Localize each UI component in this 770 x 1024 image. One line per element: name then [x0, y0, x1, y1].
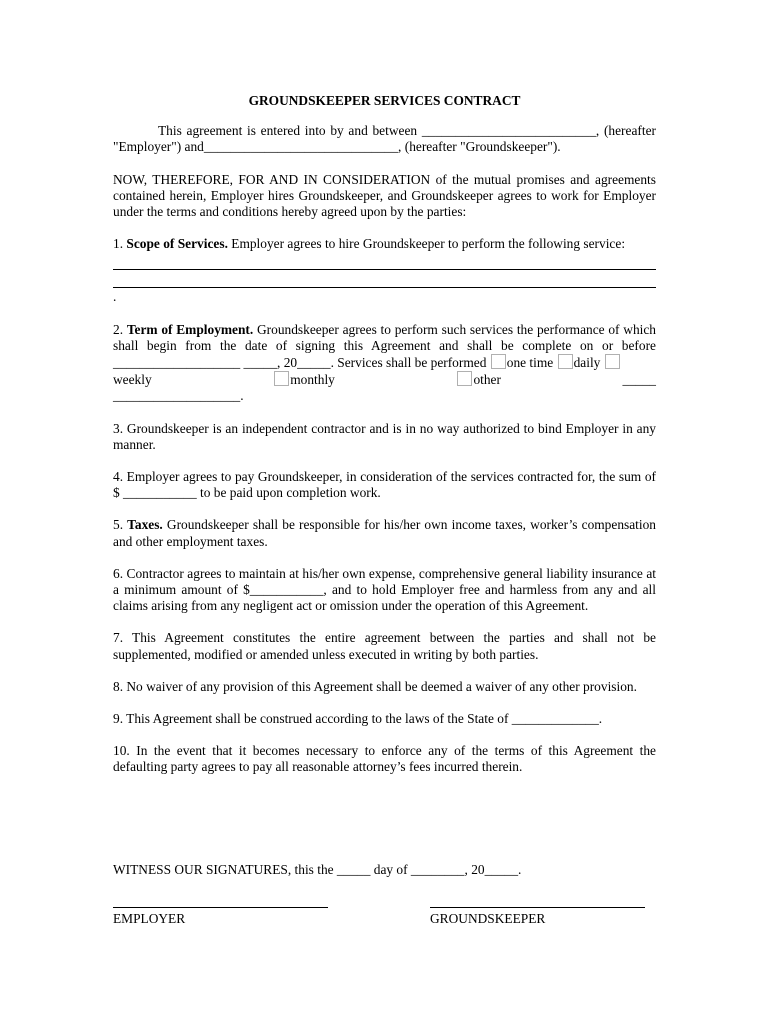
section-text: Groundskeeper agrees to perform such services the performance of which shall begin from the date of signing this Agreement and shall be complete on or before ___________________ _____, 20_____. Services shall be performed [113, 321, 657, 371]
option-one-time-label: one time [506, 355, 554, 371]
contract-page [113, 93, 656, 792]
employer-label: EMPLOYER [113, 911, 186, 926]
section-heading: Taxes. [127, 517, 163, 533]
section-number: 5. [113, 517, 128, 533]
section-entire-agreement: 7. This Agreement constitutes the entire agreement between the parties and shall not be supplemented, modified or amended unless executed in writing by both parties. [113, 630, 656, 662]
section-attorney-fees: 10. In the event that it becomes necessary to enforce any of the terms of this Agreement the defaulting party agrees to pay all reasonable attorney’s fees incurred therein. [113, 743, 656, 775]
section-heading: Scope of Services. [126, 236, 228, 252]
section-number: 2. [113, 321, 127, 337]
section-taxes [113, 517, 656, 549]
section-payment: 4. Employer agrees to pay Groundskeeper, in consideration of the services contracted for, the sum of $ ___________ to be paid upon completion work. [113, 469, 656, 501]
term-trailing-blank[interactable]: ___________________. [113, 388, 244, 404]
option-weekly-label: weekly [113, 372, 152, 388]
section-heading: Term of Employment. [126, 321, 254, 337]
section-governing-law: 9. This Agreement shall be construed according to the laws of the State of _____________. [113, 711, 603, 727]
section-independent-contractor: 3. Groundskeeper is an independent contractor and is in no way authorized to bind Employer in any manner. [113, 420, 656, 452]
section-insurance: 6. Contractor agrees to maintain at his/her own expense, comprehensive general liability insurance at a minimum amount of $___________, and to hold Employer free and harmless from any and all claims arising from any negligent act or omission under the operation of this Agreement. [113, 565, 656, 614]
section-scope [113, 236, 656, 305]
groundskeeper-signature-line[interactable] [430, 906, 645, 908]
section-number: 1. [113, 236, 127, 252]
document-title: GROUNDSKEEPER SERVICES CONTRACT [248, 93, 521, 108]
section-waiver: 8. No waiver of any provision of this Agreement shall be deemed a waiver of any other provision. [113, 678, 637, 694]
scope-blank-line-1[interactable] [113, 252, 656, 270]
groundskeeper-label: GROUNDSKEEPER [430, 911, 546, 926]
option-monthly-label: monthly [290, 372, 335, 388]
checkbox-one-time[interactable] [491, 354, 506, 369]
signature-block [113, 862, 656, 926]
checkbox-monthly[interactable] [274, 371, 289, 386]
scope-trailing-period: . [113, 289, 117, 305]
checkbox-weekly[interactable] [605, 354, 620, 369]
section-text: Employer agrees to hire Groundskeeper to perform the following service: [227, 236, 626, 252]
section-text: Groundskeeper shall be responsible for his/her own income taxes, worker’s compensation and other employment taxes. [113, 517, 656, 549]
scope-blank-line-2[interactable] [113, 270, 656, 288]
option-daily-label: daily [573, 355, 601, 371]
other-blank[interactable]: _____ [622, 372, 656, 388]
section-term [113, 322, 656, 405]
witness-line: WITNESS OUR SIGNATURES, this the _____ day of ________, 20_____. [113, 862, 522, 877]
recital-paragraph: NOW, THEREFORE, FOR AND IN CONSIDERATION of the mutual promises and agreements contained herein, Employer hires Groundskeeper, and Groundskeeper agrees to work for Employer under the terms and conditions hereby agreed upon by the parties: [113, 171, 656, 220]
option-other-label: other [473, 372, 501, 388]
intro-paragraph: This agreement is entered into by and between __________________________, (hereafter "Employer") and_____________________________, (hereafter "Groundskeeper"). [113, 123, 656, 155]
frequency-options-row [113, 371, 656, 388]
employer-signature-line[interactable] [113, 906, 328, 908]
checkbox-other[interactable] [457, 371, 472, 386]
checkbox-daily[interactable] [558, 354, 573, 369]
